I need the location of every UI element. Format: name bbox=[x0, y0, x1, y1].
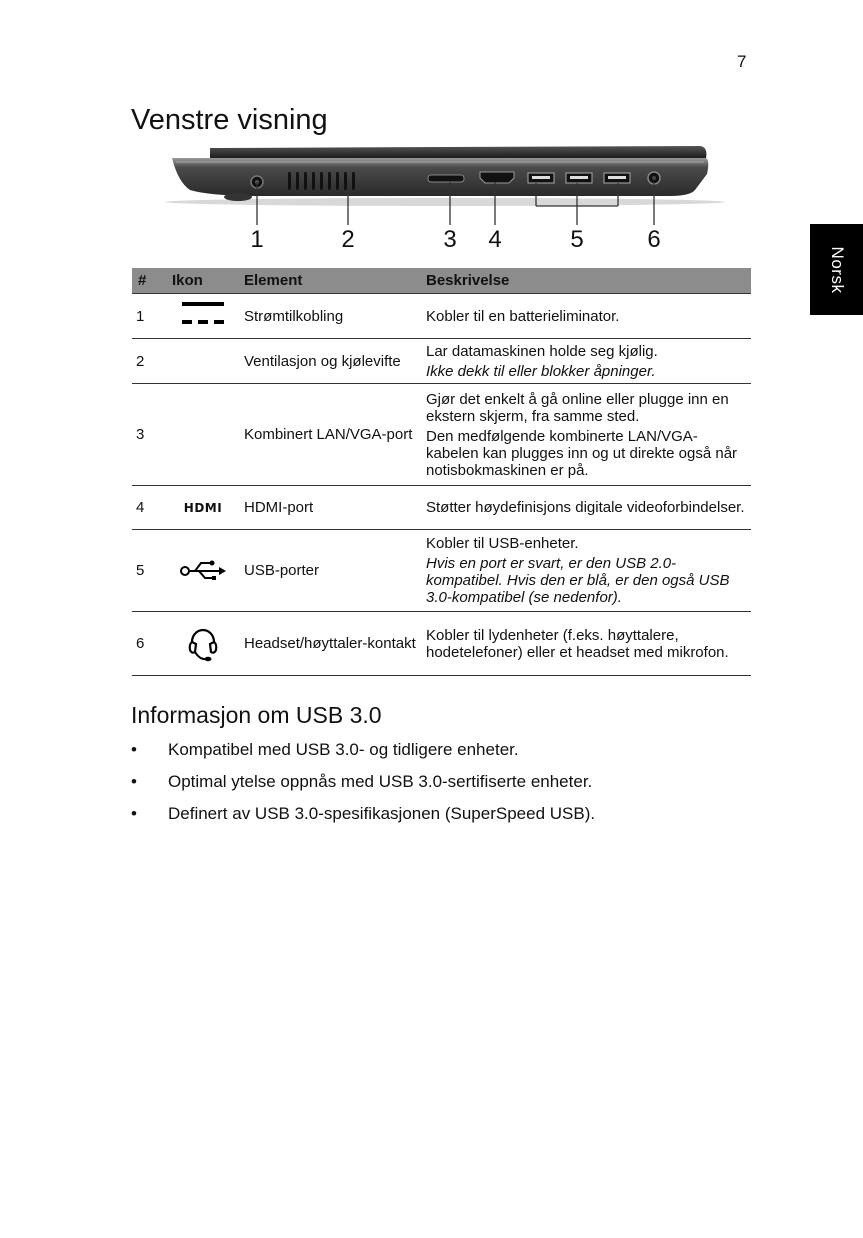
bullet-marker: • bbox=[131, 804, 137, 823]
list-item bbox=[131, 740, 595, 772]
ventilation-grille bbox=[288, 172, 355, 190]
lan-vga-port bbox=[428, 175, 464, 182]
description: Kobler til USB-enheter. bbox=[426, 535, 579, 552]
callout-3: 3 bbox=[443, 226, 457, 253]
element-name: Kombinert LAN/VGA-port bbox=[238, 384, 420, 486]
description-note: Ikke dekk til eller blokker åpninger. bbox=[426, 362, 656, 380]
callout-4: 4 bbox=[488, 226, 502, 253]
element-name: Ventilasjon og kjølevifte bbox=[238, 339, 420, 384]
description: Kobler til en batterieliminator. bbox=[426, 307, 620, 325]
header-element: Element bbox=[238, 268, 420, 294]
list-item bbox=[131, 772, 595, 804]
element-name: USB-porter bbox=[238, 530, 420, 612]
hdmi-icon: HDMI bbox=[183, 500, 223, 515]
list-item-text: Definert av USB 3.0-spesifikasjonen (SuperSpeed USB). bbox=[168, 804, 596, 823]
callout-numbers bbox=[0, 226, 863, 258]
header-num: # bbox=[132, 268, 166, 294]
element-name: Headset/høyttaler-kontakt bbox=[238, 612, 420, 676]
section-title: Venstre visning bbox=[131, 104, 328, 136]
table-row: 5 USB-porter Kobler til USB-enheter. Hvis en port er svart, er den USB 2.0-kompatibel. Hvis den er blå, er den også USB 3.0-kompatibel (se nedenfor). bbox=[132, 530, 751, 612]
ports-table bbox=[132, 268, 751, 676]
list-item bbox=[131, 804, 595, 836]
list-item-text: Kompatibel med USB 3.0- og tidligere enheter. bbox=[168, 740, 519, 759]
callout-6: 6 bbox=[647, 226, 661, 253]
description: Lar datamaskinen holde seg kjølig. bbox=[426, 342, 658, 360]
bullet-marker: • bbox=[131, 740, 137, 759]
usb-icon bbox=[179, 556, 227, 582]
callout-2: 2 bbox=[341, 226, 355, 253]
table-row: 3 Kombinert LAN/VGA-port Gjør det enkelt å gå online eller plugge inn en ekstern skjerm, fra samme sted. Den medfølgende kombinerte LAN/VGA-kabelen kan plugges inn og ut direkte også når notisbokmaskinen er på. bbox=[132, 384, 751, 486]
table-row: 4 HDMI HDMI-port Støtter høydefinisjons digitale videoforbindelser. bbox=[132, 486, 751, 530]
usb-info-title: Informasjon om USB 3.0 bbox=[131, 702, 382, 728]
hdmi-port bbox=[480, 172, 514, 183]
description: Støtter høydefinisjons digitale videoforbindelser. bbox=[426, 499, 745, 516]
header-description: Beskrivelse bbox=[420, 268, 751, 294]
callout-5: 5 bbox=[570, 226, 584, 253]
description: Den medfølgende kombinerte LAN/VGA-kabelen kan plugges inn og ut direkte også når notisbokmaskinen er på. bbox=[426, 427, 738, 479]
callout-1: 1 bbox=[250, 226, 264, 253]
table-row: 1 Strømtilkobling Kobler til en batterieliminator. bbox=[132, 294, 751, 339]
bullet-marker: • bbox=[131, 772, 137, 791]
description: Gjør det enkelt å gå online eller plugge inn en ekstern skjerm, fra samme sted. bbox=[426, 390, 729, 425]
table-header-row bbox=[132, 268, 751, 294]
table-row: 6 Headset/høyttaler-kontakt Kobler til lydenheter (f.eks. høyttalere, hodetelefoner) eller et headset med mikrofon. bbox=[132, 612, 751, 676]
element-name: HDMI-port bbox=[238, 486, 420, 530]
table-row: 2 Ventilasjon og kjølevifte Lar datamaskinen holde seg kjølig. Ikke dekk til eller blokker åpninger. bbox=[132, 339, 751, 384]
list-item-text: Optimal ytelse oppnås med USB 3.0-sertifiserte enheter. bbox=[168, 772, 593, 791]
header-icon: Ikon bbox=[166, 268, 238, 294]
description-note: Hvis en port er svart, er den USB 2.0-kompatibel. Hvis den er blå, er den også USB 3.0-kompatibel (se nedenfor). bbox=[426, 555, 730, 606]
headset-icon bbox=[186, 620, 220, 664]
usb-info-list bbox=[131, 740, 595, 836]
element-name: Strømtilkobling bbox=[238, 294, 420, 339]
page-number: 7 bbox=[737, 52, 747, 71]
description: Kobler til lydenheter (f.eks. høyttalere, hodetelefoner) eller et headset med mikrofon. bbox=[426, 626, 729, 661]
language-tab-label: Norsk bbox=[827, 246, 847, 293]
dc-power-icon bbox=[180, 297, 226, 331]
